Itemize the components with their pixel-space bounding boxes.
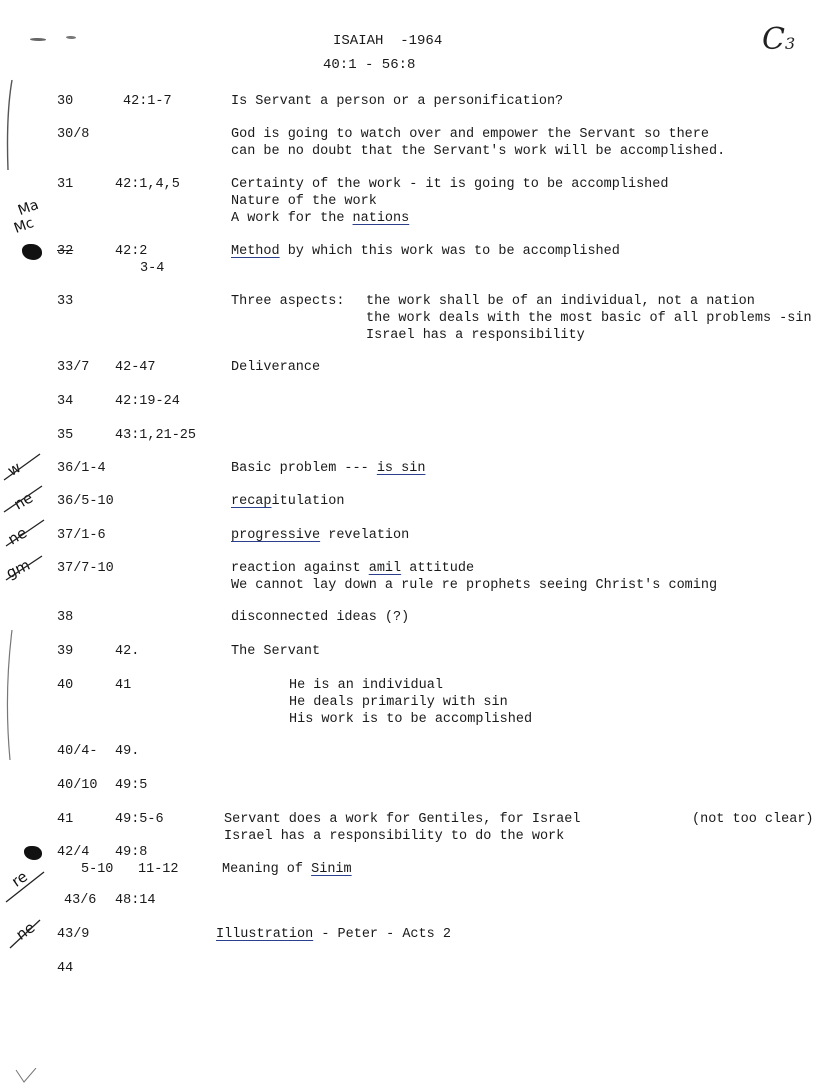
row-text-line: Servant does a work for Gentiles, for Israel: [224, 812, 581, 827]
margin-annotation: ne: [12, 918, 39, 944]
row-text-line: God is going to watch over and empower the Servant so there: [231, 127, 709, 142]
row-number: 43/6: [64, 893, 97, 908]
row-reference: 42:1-7: [123, 94, 172, 109]
row-reference: 49:5: [115, 778, 148, 793]
row-text-line: Israel has a responsibility: [366, 328, 585, 343]
row-text-line: reaction against amil attitude: [231, 561, 475, 576]
row-number: 35: [57, 428, 74, 443]
row-reference-sub: 11-12: [138, 862, 179, 877]
underlined-word: nations: [352, 211, 410, 226]
page-title: ISAIAH -1964: [333, 33, 443, 49]
row-reference: 49:8: [115, 845, 148, 860]
row-reference: 49.: [115, 744, 140, 759]
row-text: Method by which this work was to be accomplished: [231, 244, 620, 259]
row-note: (not too clear): [692, 812, 814, 827]
row-text: Illustration - Peter - Acts 2: [216, 927, 451, 942]
margin-annotation: Mc: [11, 215, 36, 237]
underlined-word: is sin: [376, 461, 426, 476]
underlined-word: Illustration: [216, 927, 314, 942]
row-text-line: He is an individual: [289, 678, 443, 693]
row-text-line: Nature of the work: [231, 194, 377, 209]
row-number: 32: [57, 244, 74, 259]
row-text-line: His work is to be accomplished: [289, 712, 533, 727]
row-reference: 48:14: [115, 893, 156, 908]
row-number: 34: [57, 394, 74, 409]
row-number: 31: [57, 177, 74, 192]
row-number: 37/7-10: [57, 561, 114, 576]
row-number: 44: [57, 961, 74, 976]
row-number: 40/4-: [57, 744, 98, 759]
row-reference: 42:19-24: [115, 394, 180, 409]
row-text: disconnected ideas (?): [231, 610, 410, 625]
row-text: Deliverance: [231, 360, 321, 375]
row-number: 40/10: [57, 778, 98, 793]
row-text-line: A work for the nations: [231, 211, 410, 226]
row-number: 36/1-4: [57, 461, 106, 476]
check-mark-stroke: [0, 860, 56, 950]
underlined-word: progressive: [231, 528, 321, 543]
row-number-sub: 5-10: [81, 862, 114, 877]
ink-speck: [66, 36, 76, 39]
underlined-word: Method: [231, 244, 280, 259]
row-lead: Three aspects:: [231, 294, 345, 309]
row-text: Is Servant a person or a personification?: [231, 94, 564, 109]
row-number: 39: [57, 644, 74, 659]
verse-range: 40:1 - 56:8: [323, 57, 416, 73]
row-text: The Servant: [231, 644, 321, 659]
margin-annotation: ne: [10, 488, 36, 514]
row-reference-sub: 3-4: [140, 261, 165, 276]
row-text-line: can be no doubt that the Servant's work will be accomplished.: [231, 144, 726, 159]
row-reference: 49:5-6: [115, 812, 164, 827]
row-number: 30: [57, 94, 74, 109]
row-text-line: Certainty of the work - it is going to be accomplished: [231, 177, 669, 192]
underlined-word: recap: [231, 494, 272, 509]
underlined-word: Sinim: [311, 862, 352, 877]
row-text-line: Israel has a responsibility to do the work: [224, 829, 565, 844]
check-mark-stroke: [0, 450, 56, 590]
margin-annotation: ne: [4, 523, 30, 549]
row-reference: 42.: [115, 644, 140, 659]
row-text: Basic problem --- is sin: [231, 461, 426, 476]
margin-bracket-top: [0, 75, 20, 175]
row-number: 33: [57, 294, 74, 309]
row-text-line: We cannot lay down a rule re prophets seeing Christ's coming: [231, 578, 718, 593]
margin-annotation: w: [4, 458, 24, 480]
margin-annotation: gm: [3, 555, 33, 583]
row-text-line: the work shall be of an individual, not a nation: [366, 294, 755, 309]
row-text-line: He deals primarily with sin: [289, 695, 508, 710]
row-number: 33/7: [57, 360, 90, 375]
ink-speck: [30, 38, 46, 41]
row-number: 36/5-10: [57, 494, 114, 509]
row-reference: 42:2: [115, 244, 148, 259]
corner-page-mark: C3: [762, 22, 796, 57]
row-number: 40: [57, 678, 74, 693]
row-text: Meaning of Sinim: [222, 862, 352, 877]
row-text-line: the work deals with the most basic of all problems -sin: [366, 311, 812, 326]
row-reference: 41: [115, 678, 132, 693]
row-text: progressive revelation: [231, 528, 410, 543]
row-number: 37/1-6: [57, 528, 106, 543]
margin-bracket-middle: [0, 625, 20, 765]
row-number: 41: [57, 812, 74, 827]
underlined-word: amil: [368, 561, 402, 576]
row-reference: 43:1,21-25: [115, 428, 197, 443]
ink-blot: [22, 244, 42, 260]
row-number: 42/4: [57, 845, 90, 860]
row-number: 43/9: [57, 927, 90, 942]
margin-annotation: re: [8, 867, 31, 891]
row-reference: 42-47: [115, 360, 156, 375]
pencil-tick: [14, 1068, 38, 1084]
row-number: 38: [57, 610, 74, 625]
row-reference: 42:1,4,5: [115, 177, 180, 192]
ink-blot: [24, 846, 42, 860]
row-text: recapitulation: [231, 494, 345, 509]
margin-annotation: Ma: [15, 196, 41, 220]
row-number: 30/8: [57, 127, 90, 142]
